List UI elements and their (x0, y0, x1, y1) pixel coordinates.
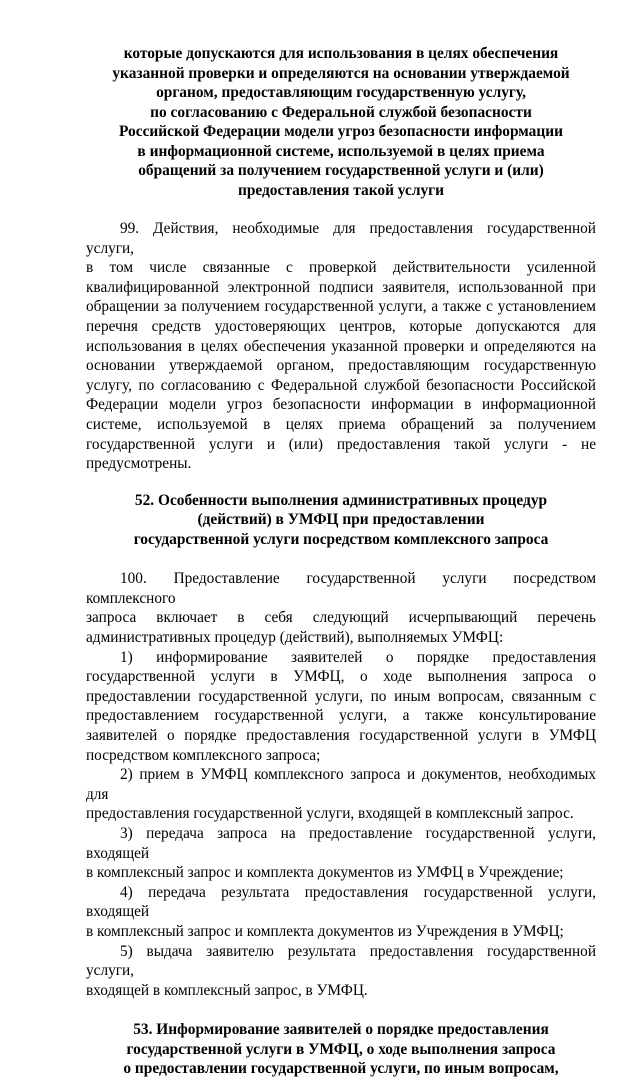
text-line: 3) передача запроса на предоставление государственной услуги, входящей (86, 824, 596, 862)
text-line: обращении за получением государственной услуги, а также с установлением (86, 298, 596, 316)
list-item-5 (86, 942, 596, 1001)
text-line: предоставлением государственной услуги, а также консультирование (86, 707, 596, 725)
text-line: 4) передача результата предоставления государственной услуги, входящей (86, 883, 596, 921)
heading-line: предоставления такой услуги (237, 181, 445, 199)
paragraph-100 (86, 569, 596, 647)
text-line: государственной услуги в УМФЦ, о ходе выполнения запроса о (86, 668, 596, 686)
heading-line: государственной услуги посредством комплексного запроса (133, 530, 549, 548)
text-line: посредством комплексного запроса; (86, 746, 321, 764)
text-line: запроса включает в себя следующий исчерпывающий перечень (86, 609, 596, 627)
heading-line: органом, предоставляющим государственную услугу, (156, 84, 526, 101)
text-line: системе, используемой в целях приема обращений за получением (86, 415, 596, 433)
text-line: 99. Действия, необходимые для предоставления государственной услуги, (86, 220, 596, 257)
heading-line: 53. Информирование заявителей о порядке предоставления (133, 1021, 549, 1039)
text-line: перечня средств удостоверяющих центров, которые допускаются для (86, 317, 596, 335)
heading-line: Российской Федерации модели угроз безопасности информации (119, 123, 563, 140)
text-line: административных процедур (действий), выполняемых УМФЦ: (86, 629, 504, 646)
text-line: квалифицированной электронной подписи заявителя, использованной при (86, 278, 596, 296)
text-line: государственной услуги и (или) предоставления такой услуги - не (86, 435, 596, 453)
heading-line: государственной услуги в УМФЦ, о ходе выполнения запроса (126, 1040, 556, 1058)
section-heading-52 (86, 491, 596, 550)
text-line: услугу, по согласованию с Федеральной службой безопасности Российской (86, 376, 596, 394)
heading-line: в информационной системе, используемой в целях приема (137, 142, 545, 160)
text-line: заявителей о порядке предоставления государственной услуги в УМФЦ (86, 726, 596, 744)
text-line: 1) информирование заявителей о порядке предоставления (120, 648, 596, 666)
list-item-4 (86, 883, 596, 942)
text-line: 2) прием в УМФЦ комплексного запроса и документов, необходимых для (86, 766, 596, 803)
text-line: 100. Предоставление государственной услуги посредством комплексного (86, 570, 596, 607)
text-line: использования в целях обеспечения указанной проверки и определяются на (86, 337, 596, 355)
heading-line: о предоставлении государственной услуги, по иным вопросам, (123, 1060, 559, 1078)
text-line: в комплексный запрос и комплекта документов из Учреждения в УМФЦ; (86, 922, 564, 940)
heading-line: (действий) в УМФЦ при предоставлении (197, 511, 485, 529)
text-line: предоставления государственной услуги, входящей в комплексный запрос. (86, 805, 574, 823)
list-item-1 (86, 648, 596, 766)
text-line: Федерации модели угроз безопасности информации в информационной (86, 396, 596, 414)
text-line: предусмотрены. (86, 455, 192, 473)
paragraph-99 (86, 219, 596, 474)
list-item-2 (86, 765, 596, 824)
text-line: входящей в комплексный запрос, в УМФЦ. (86, 981, 368, 999)
text-line: в комплексный запрос и комплекта документов из УМФЦ в Учреждение; (86, 864, 564, 882)
text-line: основании утверждаемой органом, предоставляющим государственную (86, 357, 596, 375)
text-line: предоставлении государственной услуги, по иным вопросам, связанным с (86, 687, 596, 705)
heading-line: указанной проверки и определяются на основании утверждаемой (112, 64, 570, 82)
list-item-3 (86, 824, 596, 883)
heading-line: которые допускаются для использования в целях обеспечения (123, 45, 559, 62)
text-line: в том числе связанные с проверкой действительности усиленной (86, 259, 596, 277)
heading-continuation (86, 44, 596, 200)
heading-line: 52. Особенности выполнения административных процедур (134, 491, 548, 509)
heading-line: обращений за получением государственной услуги и (или) (138, 162, 544, 179)
heading-line: по согласованию с Федеральной службой безопасности (150, 103, 532, 121)
text-line: 5) выдача заявителю результата предоставления государственной услуги, (86, 942, 596, 980)
document-page (86, 44, 596, 1079)
section-heading-53 (86, 1020, 596, 1079)
